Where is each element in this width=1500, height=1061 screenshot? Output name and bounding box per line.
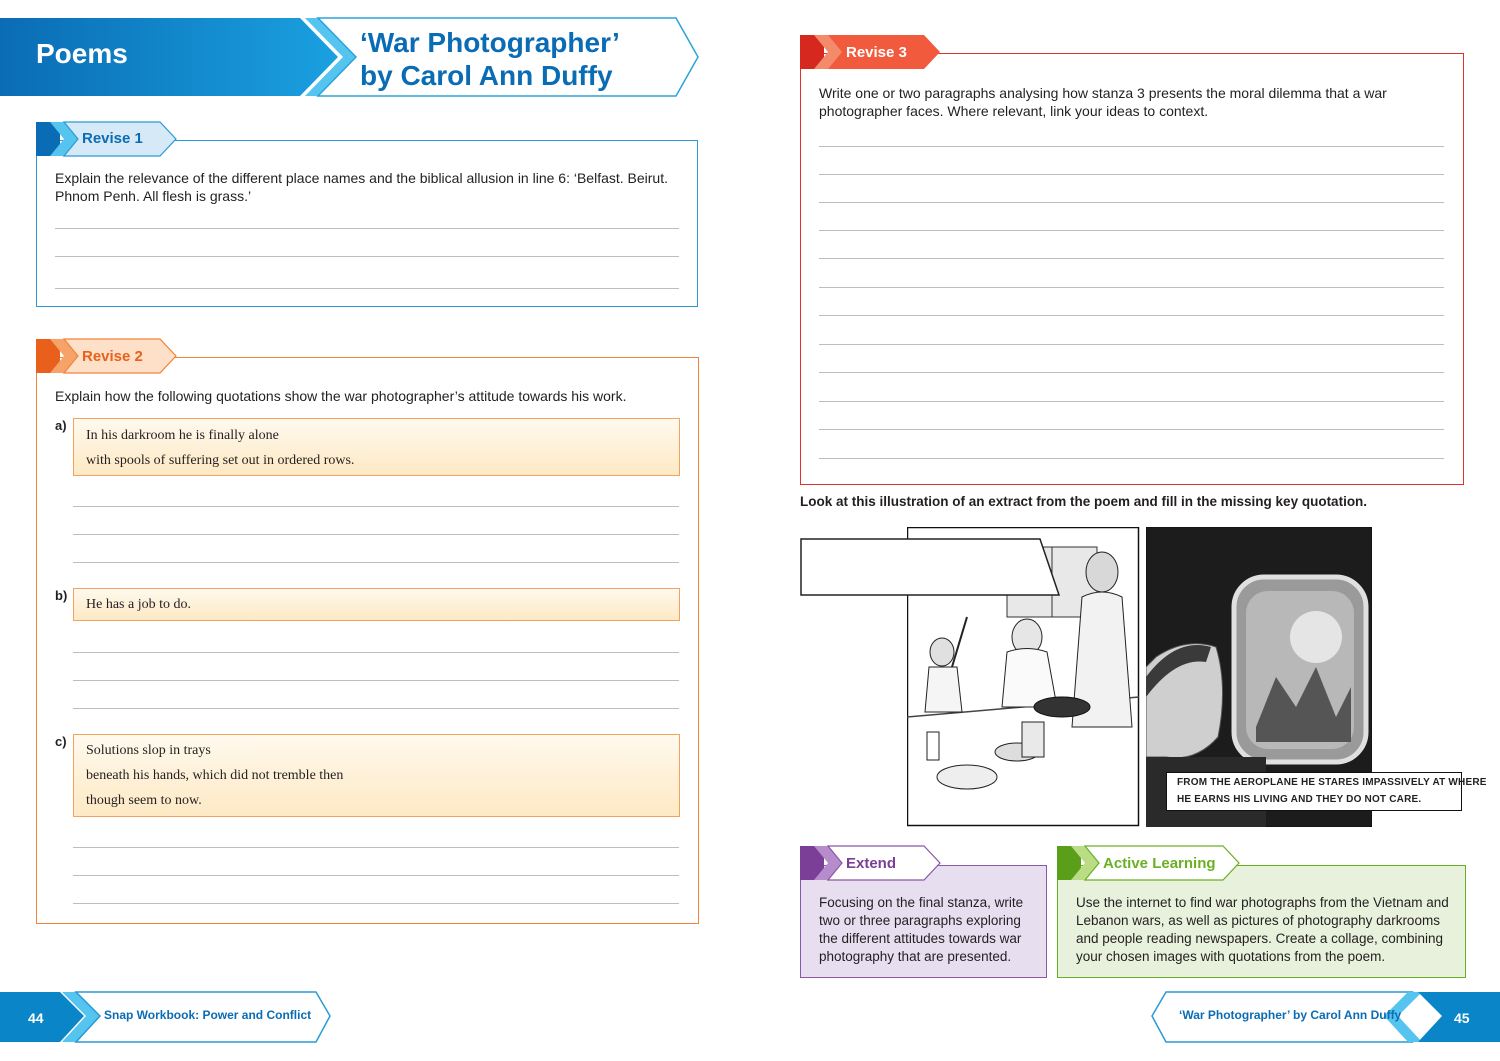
answer-line[interactable] xyxy=(819,315,1444,316)
page-number-right: 45 xyxy=(1454,1010,1470,1026)
footer-left-title: Snap Workbook: Power and Conflict xyxy=(104,1008,312,1022)
answer-line[interactable] xyxy=(819,230,1444,231)
section-label: Poems xyxy=(36,38,128,69)
revise1-frame xyxy=(36,140,698,307)
missing-quotation-box[interactable] xyxy=(800,538,1062,598)
active-learning-text: Use the internet to find war photographs from the Vietnam and Lebanon wars, as well as pictures of photography darkrooms and people reading newspapers. Create a collage, combining your chosen images with quotations from the poem. xyxy=(1076,895,1449,964)
revise3-tab-label: Revise 3 xyxy=(846,44,907,61)
quote-line: He has a job to do. xyxy=(86,597,191,612)
extend-text: Focusing on the final stanza, write two or three paragraphs exploring the different attitudes towards war photography that are presented. xyxy=(819,895,1024,964)
caption-line: HE EARNS HIS LIVING AND THEY DO NOT CARE. xyxy=(1177,794,1422,805)
quote-line: though seem to now. xyxy=(86,793,202,808)
quote-box-b xyxy=(73,588,680,621)
answer-line[interactable] xyxy=(73,534,679,535)
quote-box-c xyxy=(73,734,680,817)
revise3-prompt: Write one or two paragraphs analysing how stanza 3 presents the moral dilemma that a war photographer faces. Where relevant, link your ideas to context. xyxy=(819,85,1387,119)
answer-line[interactable] xyxy=(73,875,679,876)
caption-line: FROM THE AEROPLANE HE STARES IMPASSIVELY AT WHERE xyxy=(1177,777,1487,788)
quote-line: with spools of suffering set out in ordered rows. xyxy=(86,453,355,468)
quote-line: Solutions slop in trays xyxy=(86,743,211,758)
answer-line[interactable] xyxy=(819,146,1444,147)
item-letter-c: c) xyxy=(55,734,67,749)
revise1-prompt: Explain the relevance of the different place names and the biblical allusion in line 6: ‘Belfast. Beirut. Phnom Penh. All flesh is grass.’ xyxy=(55,170,668,204)
answer-line[interactable] xyxy=(73,652,679,653)
revise2-tab-label: Revise 2 xyxy=(82,348,143,365)
page-title-line2: by Carol Ann Duffy xyxy=(360,60,613,91)
revise2-prompt: Explain how the following quotations show the war photographer’s attitude towards his work. xyxy=(55,388,627,404)
answer-line[interactable] xyxy=(819,458,1444,459)
answer-line[interactable] xyxy=(73,506,679,507)
quote-box-a xyxy=(73,418,680,476)
answer-line[interactable] xyxy=(73,847,679,848)
answer-line[interactable] xyxy=(819,429,1444,430)
answer-line[interactable] xyxy=(73,680,679,681)
answer-line[interactable] xyxy=(73,708,679,709)
answer-line[interactable] xyxy=(73,903,679,904)
answer-line[interactable] xyxy=(55,288,679,289)
answer-line[interactable] xyxy=(55,256,679,257)
item-letter-b: b) xyxy=(55,588,68,603)
quote-line: In his darkroom he is finally alone xyxy=(86,428,279,443)
item-letter-a: a) xyxy=(55,418,67,433)
answer-line[interactable] xyxy=(819,258,1444,259)
active-learning-tab-label: Active Learning xyxy=(1103,855,1216,872)
page-number-left: 44 xyxy=(28,1010,44,1026)
answer-line[interactable] xyxy=(819,401,1444,402)
footer-right-title: ‘War Photographer’ by Carol Ann Duffy xyxy=(1179,1008,1402,1022)
quote-line: beneath his hands, which did not tremble then xyxy=(86,768,344,783)
answer-line[interactable] xyxy=(819,344,1444,345)
answer-line[interactable] xyxy=(819,287,1444,288)
answer-line[interactable] xyxy=(73,562,679,563)
page-title-line1: ‘War Photographer’ xyxy=(360,27,620,58)
answer-line[interactable] xyxy=(819,372,1444,373)
answer-line[interactable] xyxy=(819,202,1444,203)
comic-caption xyxy=(1166,772,1487,811)
page-title xyxy=(360,26,620,92)
revise1-tab-label: Revise 1 xyxy=(82,130,143,147)
answer-line[interactable] xyxy=(819,174,1444,175)
extend-tab-label: Extend xyxy=(846,855,897,872)
illustration-instruction: Look at this illustration of an extract from the poem and fill in the missing key quotation. xyxy=(800,494,1368,509)
answer-line[interactable] xyxy=(55,228,679,229)
